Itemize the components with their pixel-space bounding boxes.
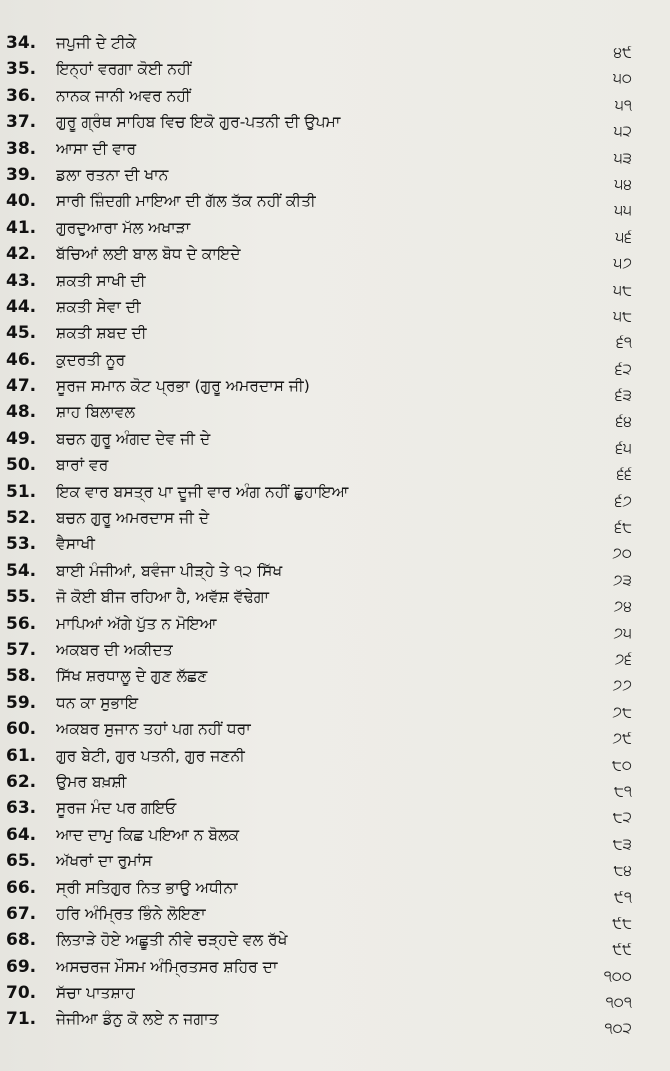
chapter-title: ਡਲਾ ਰਤਨਾ ਦੀ ਖਾਨ [56, 165, 169, 184]
chapter-title: ਗੁਰ ਬੇਟੀ, ਗੁਰ ਪਤਨੀ, ਗੁਰ ਜਣਨੀ [56, 746, 245, 765]
page-number: ੫੨ [613, 122, 632, 141]
toc-entry [0, 373, 670, 405]
toc-entry [0, 875, 670, 906]
page-number: ੬੨ [615, 359, 632, 378]
page-number: ੫੦ [613, 69, 632, 88]
page-number: ੫੬ [615, 227, 632, 246]
chapter-title: ਸ੍ਰੀ ਸਤਿਗੁਰ ਨਿਤ ਭਾਉ ਅਧੀਨਾ [56, 878, 238, 897]
chapter-number: 36. [6, 85, 37, 106]
toc-entry [0, 663, 670, 695]
toc-entry [0, 822, 670, 853]
chapter-title: ਸੂਰਜ ਮੰਦ ਪਰ ਗਇਓ [56, 799, 177, 818]
chapter-number: 48. [6, 402, 37, 423]
page-number: ੫੭ [613, 254, 632, 273]
toc-entry [0, 848, 670, 880]
toc-entry [0, 162, 670, 193]
chapter-number: 50. [6, 455, 37, 476]
chapter-number: 70. [6, 983, 37, 1004]
page-number: ੬੩ [615, 386, 632, 405]
page-number: ੫੧ [615, 95, 632, 114]
chapter-number: 66. [6, 877, 37, 898]
chapter-number: 44. [6, 296, 37, 317]
chapter-number: 37. [6, 112, 37, 133]
toc-entry [0, 584, 670, 616]
toc-entry [0, 30, 670, 61]
toc-entry [0, 716, 670, 748]
toc-entry [0, 320, 670, 352]
page-number: ੮੨ [612, 808, 632, 827]
toc-entry [0, 188, 670, 220]
chapter-number: 52. [6, 508, 37, 529]
toc-entry [0, 531, 670, 563]
toc-entry [0, 268, 670, 299]
chapter-number: 65. [6, 851, 37, 872]
toc-entry [0, 505, 670, 537]
chapter-title: ਬੱਚਿਆਂ ਲਈ ਬਾਲ ਬੋਧ ਦੇ ਕਾਇਦੇ [56, 245, 241, 264]
toc-entry [0, 479, 670, 510]
toc-entry [0, 56, 670, 88]
chapter-title: ਨਾਨਕ ਜਾਨੀ ਅਵਰ ਨਹੀਂ [56, 86, 191, 105]
chapter-title: ਮਾਪਿਆਂ ਅੱਗੇ ਪੁੱਤ ਨ ਮੋਇਆ [56, 614, 217, 633]
page-number: ੪੯ [613, 43, 632, 61]
chapter-title: ਗੁਰੂ ਗ੍ਰੰਥ ਸਾਹਿਬ ਵਿਚ ਇਕੋ ਗੁਰ-ਪਤਨੀ ਦੀ ਉਪਮਾ [56, 113, 341, 132]
toc-entry [0, 927, 670, 959]
chapter-title: ਅਸਚਰਜ ਮੌਸਮ ਅੰਮ੍ਰਿਤਸਰ ਸ਼ਹਿਰ ਦਾ [56, 957, 278, 976]
chapter-title: ਜਪੁਜੀ ਦੇ ਟੀਕੇ [56, 34, 137, 52]
toc-entry [0, 347, 670, 378]
page-number: ੮੩ [612, 834, 632, 853]
chapter-title: ਬਚਨ ਗੁਰੂ ਅੰਗਦ ਦੇਵ ਜੀ ਦੇ [56, 429, 211, 448]
chapter-number: 63. [6, 798, 37, 819]
chapter-number: 69. [6, 956, 37, 977]
toc-entry [0, 241, 670, 273]
chapter-number: 55. [6, 587, 37, 608]
page-number: ੬੧ [616, 333, 632, 352]
toc-entry [0, 637, 670, 668]
page-number: ੧੦੦ [603, 966, 632, 985]
chapter-title: ਸ਼ਕਤੀ ਸ਼ਬਦ ਦੀ [56, 324, 147, 343]
page-number: ੭੩ [612, 570, 632, 589]
chapter-number: 61. [6, 745, 37, 766]
chapter-title: ਅਕਬਰ ਸੁਜਾਨ ਤਹਾਂ ਪਗ ਨਹੀਂ ਧਰਾ [56, 720, 251, 739]
page-number: ੭੦ [612, 544, 632, 563]
page-number: ੭੮ [612, 702, 632, 721]
toc-entry [0, 901, 670, 932]
toc-entry [0, 769, 670, 800]
chapter-number: 54. [6, 560, 37, 581]
chapter-number: 62. [6, 771, 37, 792]
chapter-number: 38. [6, 138, 37, 159]
chapter-number: 56. [6, 613, 37, 634]
page-number: ੭੯ [612, 729, 632, 748]
page-number: ੫੩ [613, 148, 632, 167]
chapter-number: 51. [6, 481, 37, 502]
toc-entry [0, 690, 670, 721]
toc-entry [0, 743, 670, 774]
chapter-title: ਅਕਬਰ ਦੀ ਅਕੀਦਤ [56, 640, 173, 659]
chapter-title: ਲਿਤਾੜੇ ਹੋਏ ਅਛੂਤੀ ਨੀਵੇ ਚੜ੍ਹਦੇ ਵਲ ਰੱਖੇ [56, 931, 288, 950]
toc-entry [0, 795, 670, 827]
toc-entry [0, 136, 670, 167]
toc-entry [0, 1006, 670, 1038]
chapter-title: ਵੈਸਾਖੀ [56, 535, 95, 554]
page-number: ੯੮ [612, 913, 632, 932]
page-number: ੭੬ [614, 649, 632, 668]
chapter-title: ਆਦ ਦਾਮੁ ਕਿਛ ਪਇਆ ਨ ਬੋਲਕ [56, 825, 240, 844]
page-number: ੮੧ [613, 781, 632, 800]
toc-entry [0, 980, 670, 1012]
chapter-number: 40. [6, 191, 37, 212]
page-number: ੬੮ [614, 518, 632, 537]
page-number: ੭੪ [613, 597, 632, 616]
chapter-title: ਆਸਾ ਦੀ ਵਾਰ [56, 139, 137, 158]
chapter-title: ਸ਼ਕਤੀ ਸਾਖੀ ਦੀ [56, 271, 146, 290]
chapter-number: 35. [6, 59, 37, 80]
chapter-title: ਬਾਰਾਂ ਵਰ [56, 456, 109, 475]
toc-entry [0, 954, 670, 985]
page-number: ੫੫ [614, 201, 632, 220]
chapter-title: ਇਨ੍ਹਾਂ ਵਰਗਾ ਕੋਈ ਨਹੀਂ [56, 60, 192, 79]
chapter-title: ਗੁਰਦੁਆਰਾ ਮੱਲ ਅਖਾੜਾ [56, 218, 191, 237]
chapter-title: ਸਿੱਖ ਸ਼ਰਧਾਲੂ ਦੇ ਗੁਣ ਲੱਛਣ [56, 667, 208, 686]
chapter-number: 53. [6, 534, 37, 555]
toc-entry [0, 399, 670, 431]
page-number: ੯੯ [612, 940, 632, 959]
chapter-number: 57. [6, 639, 37, 660]
chapter-title: ਹਰਿ ਅੰਮ੍ਰਿਤ ਭਿੰਨੇ ਲੋਇਣਾ [56, 904, 206, 923]
chapter-title: ਧਨ ਕਾ ਸੁਭਾਇ [56, 693, 139, 712]
chapter-title: ਸਾਰੀ ਜ਼ਿੰਦਗੀ ਮਾਇਆ ਦੀ ਗੱਲ ਤੱਕ ਨਹੀਂ ਕੀਤੀ [56, 192, 316, 211]
chapter-title: ਅੱਖਰਾਂ ਦਾ ਰੁਮਾਂਸ [56, 852, 153, 871]
chapter-number: 60. [6, 719, 37, 740]
chapter-number: 45. [6, 323, 37, 344]
chapter-number: 49. [6, 428, 37, 449]
chapter-number: 68. [6, 930, 37, 951]
page-number: ੯੧ [614, 887, 632, 906]
chapter-title: ਇਕ ਵਾਰ ਬਸਤ੍ਰ ਪਾ ਦੂਜੀ ਵਾਰ ਅੰਗ ਨਹੀਂ ਛੁਹਾਇਆ [56, 482, 349, 501]
chapter-title: ਸੂਰਜ ਸਮਾਨ ਕੋਟ ਪ੍ਰਭਾ (ਗੁਰੂ ਅਮਰਦਾਸ ਜੀ) [56, 377, 310, 396]
chapter-title: ਸ਼ਕਤੀ ਸੇਵਾ ਦੀ [56, 297, 141, 316]
page-number: ੫੮ [613, 306, 632, 325]
page-number: ੫੮ [613, 280, 632, 299]
chapter-number: 43. [6, 270, 37, 291]
page-number: ੬੬ [616, 465, 632, 484]
toc-entry [0, 452, 670, 484]
page-number: ੭੫ [613, 623, 632, 642]
page-number: ੬੭ [614, 491, 632, 510]
chapter-number: 64. [6, 824, 37, 845]
chapter-number: 34. [6, 33, 37, 53]
toc-entry [0, 83, 670, 114]
page-number: ੧੦੨ [604, 1019, 632, 1038]
chapter-title: ਸੱਚਾ ਪਾਤਸ਼ਾਹ [56, 984, 135, 1003]
chapter-title: ਬਚਨ ਗੁਰੂ ਅਮਰਦਾਸ ਜੀ ਦੇ [56, 509, 210, 528]
toc-entry [0, 611, 670, 642]
chapter-number: 71. [6, 1009, 37, 1030]
page-number: ੭੭ [612, 676, 632, 695]
chapter-number: 59. [6, 692, 37, 713]
chapter-title: ਸ਼ਾਹ ਬਿਲਾਵਲ [56, 403, 135, 422]
chapter-title: ਕੁਦਰਤੀ ਨੂਰ [56, 350, 126, 369]
chapter-title: ਉਮਰ ਬਖ਼ਸ਼ੀ [56, 772, 127, 791]
toc-entry [0, 215, 670, 246]
chapter-title: ਜੋ ਕੋਈ ਬੀਜ ਰਹਿਆ ਹੈ, ਅਵੱਸ਼ ਵੱਢੇਗਾ [56, 588, 269, 607]
chapter-number: 67. [6, 903, 37, 924]
page-number: ੮੦ [612, 755, 632, 774]
page-number: ੧੦੧ [605, 993, 632, 1012]
chapter-title: ਬਾਈ ਮੰਜੀਆਂ, ਬਵੰਜਾ ਪੀੜ੍ਹੇ ਤੇ ੧੨ ਸਿੱਖ [56, 561, 283, 580]
toc-entry [0, 109, 670, 141]
chapter-number: 39. [6, 164, 37, 185]
table-of-contents [0, 30, 670, 1038]
toc-entry [0, 558, 670, 589]
page-number: ੬੫ [615, 438, 632, 457]
chapter-number: 41. [6, 217, 37, 238]
chapter-number: 42. [6, 244, 37, 265]
page-number: ੬੪ [615, 412, 632, 431]
page-number: ੫੪ [614, 174, 632, 193]
toc-entry [0, 426, 670, 457]
page-number: ੮੪ [613, 861, 632, 880]
chapter-number: 47. [6, 376, 37, 397]
toc-entry [0, 294, 670, 325]
chapter-number: 58. [6, 666, 37, 687]
chapter-title: ਜੇਜੀਆ ਡੰਨੁ ਕੋ ਲਏ ਨ ਜਗਾਤ [56, 1010, 219, 1029]
chapter-number: 46. [6, 349, 37, 370]
